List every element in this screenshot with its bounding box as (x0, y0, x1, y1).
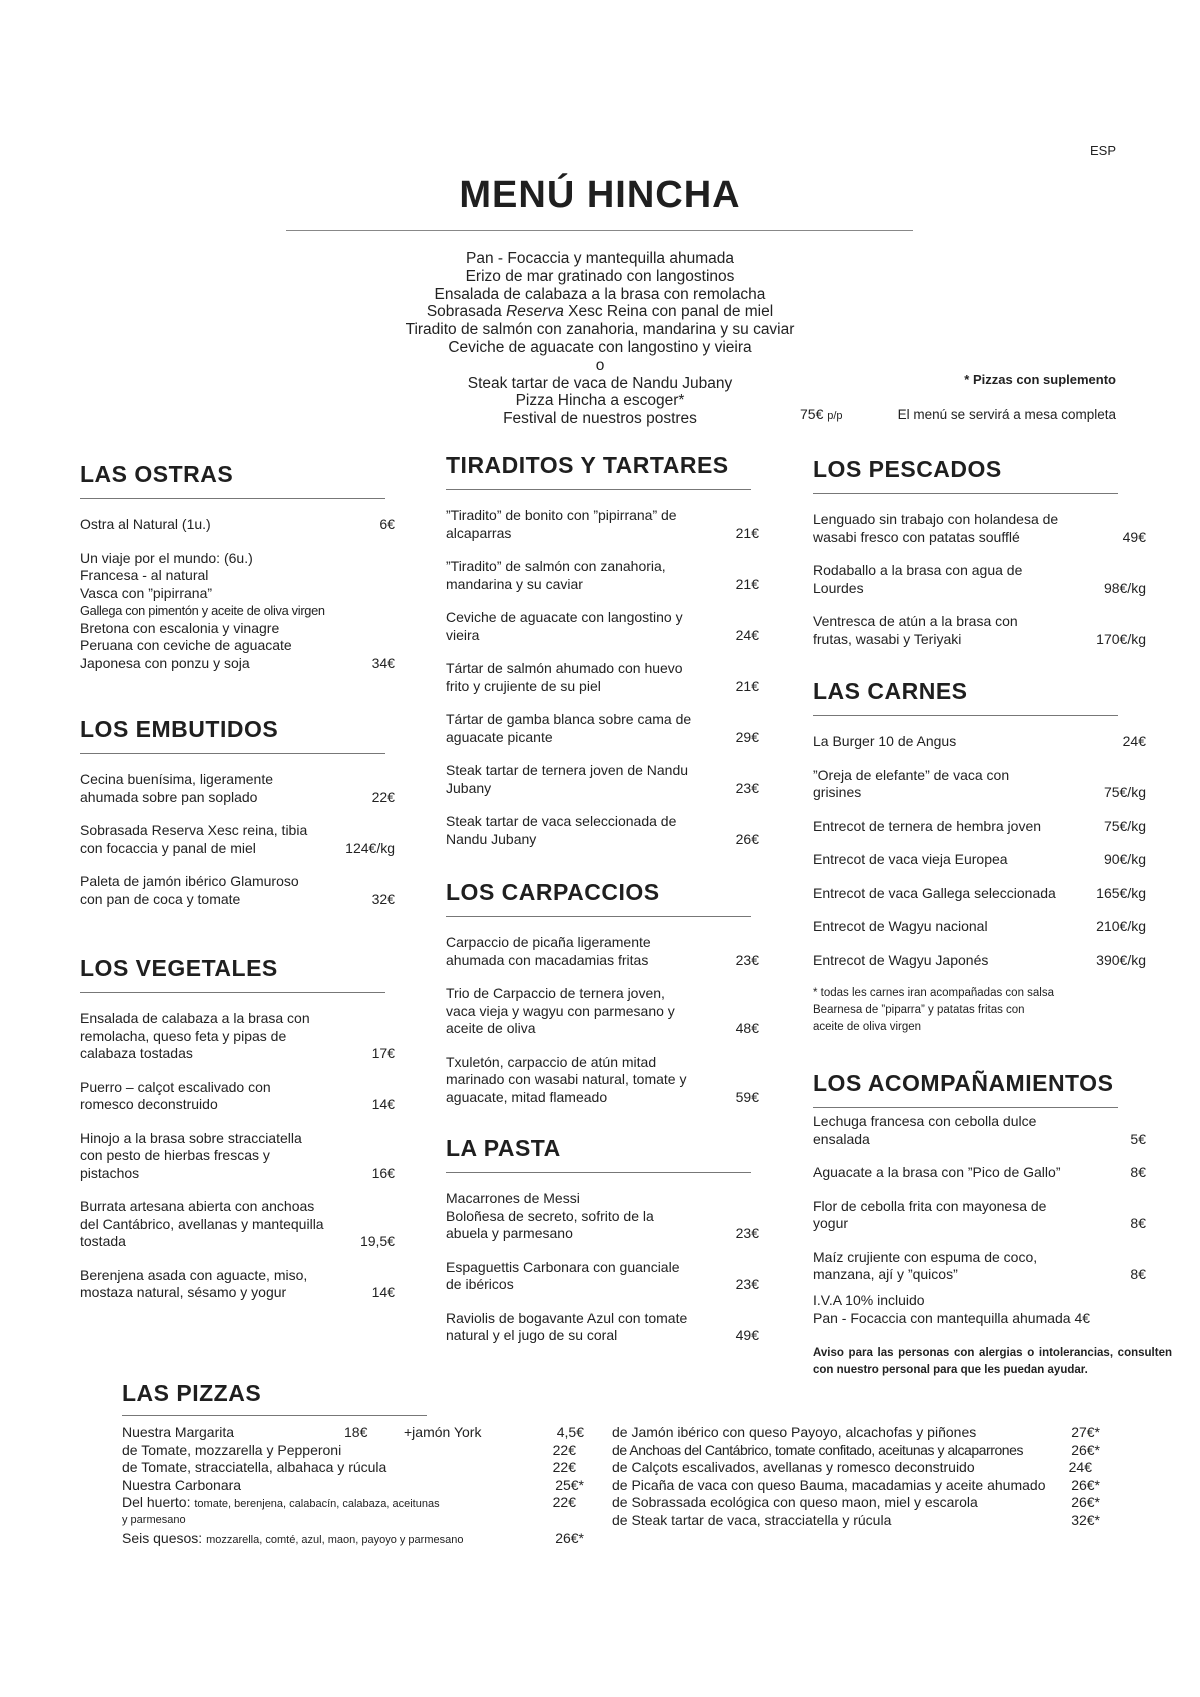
item-name: Steak tartar de ternera joven de Nandu Jubany (446, 762, 689, 796)
menu-item (813, 613, 1146, 648)
item-price: 32€ (371, 890, 395, 907)
pizza-name: de Calçots escalivados, avellanas y romesco deconstruido (612, 1459, 975, 1476)
pizza-name: Nuestra Carbonara (122, 1476, 242, 1493)
item-price: 14€ (371, 1284, 395, 1300)
item-name: Tártar de salmón ahumado con huevo frito y crujiente de su piel (446, 660, 683, 694)
section-tiraditos (446, 450, 759, 864)
pizza-price: 22€ (552, 1494, 576, 1511)
pizza-name: de Picaña de vaca con queso Bauma, macadamias y aceite ahumado (612, 1476, 1046, 1493)
menu-item (80, 550, 395, 673)
tasting-menu-line: Tiradito de salmón con zanahoria, mandarina y su caviar (405, 321, 795, 339)
menu-item (813, 918, 1146, 936)
item-name: Entrecot de Wagyu Japonés (813, 951, 989, 968)
item-price: 23€ (735, 1225, 759, 1241)
item-name: Ensalada de calabaza a la brasa con remolacha, queso feta y pipas de calabaza tostadas (80, 1010, 310, 1061)
item-list (446, 507, 759, 848)
section-heading: LAS OSTRAS (80, 461, 234, 487)
section-heading-pizzas: LAS PIZZAS (122, 1380, 262, 1406)
menu-item (446, 934, 759, 969)
pizza-price: 25€* (555, 1476, 584, 1493)
item-name (80, 550, 325, 673)
item-price: 21€ (735, 524, 759, 541)
section-heading: TIRADITOS Y TARTARES (446, 452, 729, 478)
tasting-menu-line: Festival de nuestros postres (503, 410, 697, 428)
pizza-list-right (612, 1424, 1100, 1530)
tasting-menu-line: Ensalada de calabaza a la brasa con remolacha (434, 285, 766, 303)
item-list (446, 934, 759, 1106)
section-embutidos (80, 714, 395, 924)
item-price: 75€/kg (1103, 817, 1146, 834)
item-price: 390€/kg (1096, 951, 1146, 968)
pizza-name: de Sobrassada ecológica con queso maon, miel y escarola (612, 1494, 978, 1511)
pizza-item (122, 1530, 584, 1548)
pizza-item (122, 1477, 584, 1495)
section-heading: LOS ACOMPAÑAMIENTOS (813, 1070, 1114, 1096)
item-price: 24€ (735, 626, 759, 643)
item-price: 75€/kg (1103, 784, 1146, 800)
item-name: Raviolis de bogavante Azul con tomate natural y el jugo de su coral (446, 1309, 688, 1343)
menu-item (80, 1130, 395, 1183)
pizza-price: 26€* (1071, 1494, 1100, 1511)
item-price: 19,5€ (359, 1233, 395, 1249)
pizza-item (612, 1512, 1100, 1530)
section-divider (80, 992, 385, 993)
price-unit: p/p (827, 410, 843, 422)
item-name: Entrecot de ternera de hembra joven (813, 817, 1042, 834)
item-price: 17€ (371, 1045, 395, 1061)
pizza-price: 22€ (552, 1441, 576, 1458)
menu-item (813, 1164, 1146, 1182)
item-name: ”Oreja de elefante” de vaca con grisines (813, 766, 1010, 800)
menu-item (80, 1267, 395, 1302)
line-italic: Reserva (506, 303, 564, 321)
pizza-name: Del huerto: (122, 1494, 191, 1511)
item-name: Berenjena asada con aguacte, miso, mostaza natural, sésamo y yogur (80, 1266, 308, 1300)
item-price: 90€/kg (1103, 851, 1146, 867)
language-indicator: ESP (1090, 143, 1117, 158)
item-name: Burrata artesana abierta con anchoas del Cantábrico, avellanas y mantequilla tostada (80, 1198, 324, 1249)
item-price: 49€ (1122, 528, 1146, 545)
item-name: Tártar de gamba blanca sobre cama de aguacate picante (446, 711, 692, 745)
item-name: Macarrones de Messi Boloñesa de secreto, sofrito de la abuela y parmesano (446, 1190, 654, 1241)
section-pasta (446, 1133, 759, 1361)
pizza-description: tomate, berenjena, calabacín, calabaza, aceitunas (194, 1498, 440, 1511)
item-name: Sobrasada Reserva Xesc reina, tibia con focaccia y panal de miel (80, 822, 308, 856)
menu-item (813, 511, 1146, 546)
section-ostras (80, 459, 395, 688)
section-heading: LOS EMBUTIDOS (80, 716, 279, 742)
section-heading: LAS CARNES (813, 678, 968, 704)
section-heading: LOS CARPACCIOS (446, 879, 660, 905)
menu-item (446, 1190, 759, 1243)
menu-item (446, 711, 759, 746)
item-name: ”Tiradito” de salmón con zanahoria, mandarina y su caviar (446, 558, 666, 592)
tasting-menu-line: Steak tartar de vaca de Nandu Jubany (467, 374, 733, 392)
price-value: 75€ (800, 406, 824, 422)
tasting-menu-line (300, 303, 900, 321)
item-name: Ostra al Natural (1u.) (80, 516, 211, 532)
section-heading: LA PASTA (446, 1135, 561, 1161)
pizza-price: 18€ (344, 1424, 368, 1440)
menu-item (446, 1054, 759, 1107)
menu-item (813, 562, 1146, 597)
item-price: 21€ (735, 575, 759, 592)
item-name-part: Bretona con escalonia y vinagre Peruana con ceviche de aguacate Japonesa con ponzu y soja (80, 619, 292, 671)
section-heading: LOS PESCADOS (813, 456, 1002, 482)
tasting-menu-price (800, 406, 843, 422)
pizza-name: Seis quesos: (122, 1529, 203, 1546)
item-price: 48€ (735, 1020, 759, 1036)
item-name-part: Gallega con pimentón y aceite de oliva virgen (80, 603, 325, 618)
item-name: Cecina buenísima, ligeramente ahumada sobre pan soplado (80, 771, 273, 805)
pizza-price: 32€* (1071, 1511, 1100, 1528)
title-divider (286, 230, 913, 231)
pizza-price: 26€* (1071, 1441, 1100, 1458)
pizza-price: 22€ (552, 1459, 576, 1476)
item-list (813, 733, 1146, 969)
item-price: 165€/kg (1096, 884, 1146, 901)
item-price: 16€ (371, 1164, 395, 1181)
menu-item (813, 1113, 1146, 1148)
allergy-notice: Aviso para las personas con alergias o intolerancias, consulten con nuestro personal para que les puedan ayudar. (813, 1347, 1172, 1376)
pizza-name: de Tomate, mozzarella y Pepperoni (122, 1441, 342, 1458)
item-price: 210€/kg (1096, 918, 1146, 934)
section-carnes (813, 676, 1146, 1036)
pizza-description: mozzarella, comté, azul, maon, payoyo y parmesano (206, 1533, 464, 1546)
item-name: Ventresca de atún a la brasa con frutas, wasabi y Teriyaki (813, 613, 1018, 647)
menu-item (813, 885, 1146, 903)
item-name: Flor de cebolla frita con mayonesa de yogur (813, 1197, 1047, 1231)
pizza-item (612, 1494, 1100, 1512)
line-text: Xesc Reina con panal de miel (563, 303, 774, 321)
item-name: Espaguettis Carbonara con guanciale de ibéricos (446, 1258, 680, 1292)
pizza-name: de Steak tartar de vaca, stracciatella y rúcula (612, 1511, 892, 1528)
section-carpaccios (446, 877, 759, 1122)
menu-item (813, 733, 1146, 751)
item-name: Entrecot de Wagyu nacional (813, 918, 988, 934)
menu-item (446, 1310, 759, 1345)
menu-item (80, 873, 395, 908)
section-note: * todas les carnes iran acompañadas con salsa Bearnesa de ”piparra” y patatas fritas con aceite de oliva virgen (813, 987, 1055, 1033)
section-divider (446, 1172, 751, 1173)
item-name: Rodaballo a la brasa con agua de Lourdes (813, 562, 1023, 596)
pizza-price: 27€* (1071, 1424, 1100, 1440)
item-price: 23€ (735, 951, 759, 968)
item-name: La Burger 10 de Angus (813, 733, 957, 749)
tasting-menu-line: Erizo de mar gratinado con langostinos (465, 267, 735, 285)
item-name: Maíz crujiente con espuma de coco, manzana, ají y ”quicos” (813, 1248, 1038, 1282)
pizza-price: 26€* (1071, 1476, 1100, 1493)
pizza-item (612, 1424, 1100, 1442)
menu-item (80, 1198, 395, 1251)
pizza-price: 26€* (555, 1529, 584, 1546)
section-divider (446, 489, 751, 490)
extras-note: I.V.A 10% incluido Pan - Focaccia con mantequilla ahumada 4€ (813, 1292, 1091, 1326)
pizza-item (122, 1442, 584, 1460)
menu-item (80, 1079, 395, 1114)
item-price: 8€ (1130, 1164, 1146, 1180)
section-divider (446, 916, 751, 917)
pizza-name: de Tomate, stracciatella, albahaca y rúcula (122, 1459, 387, 1476)
item-list (80, 771, 395, 908)
tasting-menu-line: Pan - Focaccia y mantequilla ahumada (466, 250, 734, 267)
item-name: Lenguado sin trabajo con holandesa de wasabi fresco con patatas soufflé (813, 511, 1059, 545)
tasting-menu-line: o (595, 356, 605, 374)
section-divider (813, 715, 1118, 716)
item-name: Paleta de jamón ibérico Glamuroso con pan de coca y tomate (80, 873, 299, 907)
menu-item (446, 609, 759, 644)
item-name: Carpaccio de picaña ligeramente ahumada con macadamias fritas (446, 934, 651, 968)
item-list (80, 516, 395, 672)
item-list (813, 511, 1146, 648)
section-pescados (813, 454, 1146, 664)
item-price: 21€ (735, 677, 759, 694)
item-name: Puerro – calçot escalivado con romesco deconstruido (80, 1078, 271, 1112)
pizza-extra: +jamón York (404, 1424, 482, 1440)
page-title: MENÚ HINCHA (459, 174, 741, 216)
pizza-name: de Jamón ibérico con queso Payoyo, alcachofas y piñones (612, 1424, 977, 1440)
pizza-item (612, 1477, 1100, 1495)
menu-item (813, 818, 1146, 836)
item-name: Txuletón, carpaccio de atún mitad marinado con wasabi natural, tomate y aguacate, mitad flameado (446, 1053, 687, 1105)
pizza-supplement-note: * Pizzas con suplemento (964, 372, 1116, 387)
pizza-item (122, 1424, 584, 1442)
section-vegetales (80, 953, 395, 1318)
item-price: 170€/kg (1096, 630, 1146, 647)
item-price: 34€ (371, 654, 395, 671)
item-price: 6€ (379, 516, 395, 532)
menu-item (446, 558, 759, 593)
item-price: 26€ (735, 830, 759, 847)
item-name: Steak tartar de vaca seleccionada de Nandu Jubany (446, 813, 677, 847)
item-name: Entrecot de vaca vieja Europea (813, 851, 1008, 867)
item-name-part: Un viaje por el mundo: (6u.) Francesa - al natural Vasca con ”pipirrana” (80, 549, 253, 601)
tasting-menu (300, 250, 900, 428)
item-price: 5€ (1130, 1130, 1146, 1147)
section-divider (122, 1415, 427, 1416)
menu-item (446, 985, 759, 1038)
item-price: 8€ (1130, 1215, 1146, 1231)
tasting-menu-line: Ceviche de aguacate con langostino y vieira (448, 338, 752, 356)
pizza-price: 24€ (1068, 1459, 1092, 1476)
item-name: Hinojo a la brasa sobre stracciatella con pesto de hierbas frescas y pistachos (80, 1129, 302, 1181)
item-price: 98€/kg (1103, 579, 1146, 596)
menu-item (80, 516, 395, 534)
item-price: 22€ (371, 788, 395, 805)
pizza-list-left (122, 1424, 584, 1547)
item-name: Ceviche de aguacate con langostino y vieira (446, 609, 683, 643)
item-price: 23€ (735, 1276, 759, 1292)
item-price: 59€ (735, 1088, 759, 1105)
pizza-description-cont: y parmesano (122, 1513, 186, 1526)
pizza-extra-price: 4,5€ (556, 1424, 584, 1440)
menu-item (446, 813, 759, 848)
item-list (446, 1190, 759, 1345)
tasting-menu-line: Pizza Hincha a escoger* (515, 392, 685, 410)
menu-item (446, 507, 759, 542)
full-table-note: El menú se servirá a mesa completa (897, 407, 1116, 422)
item-name: ”Tiradito” de bonito con ”pipirrana” de alcaparras (446, 507, 677, 541)
menu-item (813, 1249, 1146, 1284)
section-divider (80, 498, 385, 499)
menu-item (813, 1198, 1146, 1233)
section-heading: LOS VEGETALES (80, 955, 278, 981)
menu-item (446, 1259, 759, 1294)
item-list (813, 1113, 1146, 1284)
pizza-item (122, 1459, 584, 1477)
menu-item (446, 762, 759, 797)
menu-item (80, 771, 395, 806)
menu-item (446, 660, 759, 695)
item-name: Trio de Carpaccio de ternera joven, vaca vieja y wagyu con parmesano y aceite de oliva (446, 985, 675, 1036)
pizza-item (612, 1459, 1100, 1477)
item-price: 29€ (735, 728, 759, 745)
menu-item (813, 851, 1146, 869)
item-name: Lechuga francesa con cebolla dulce ensalada (813, 1113, 1037, 1147)
item-price: 8€ (1130, 1266, 1146, 1282)
item-price: 24€ (1122, 733, 1146, 749)
menu-item (813, 767, 1146, 802)
item-name: Aguacate a la brasa con ”Pico de Gallo” (813, 1164, 1061, 1180)
item-price: 23€ (735, 779, 759, 796)
section-divider (80, 753, 385, 754)
item-price: 49€ (735, 1327, 759, 1343)
item-price: 14€ (371, 1096, 395, 1112)
menu-item (813, 952, 1146, 970)
line-text: Sobrasada (426, 303, 507, 321)
pizza-item (612, 1442, 1100, 1460)
menu-item (80, 822, 395, 857)
section-acompanamientos (813, 1068, 1146, 1300)
pizza-name: de Anchoas del Cantábrico, tomate confitado, aceitunas y alcaparrones (612, 1441, 1024, 1458)
pizza-item (122, 1494, 584, 1512)
section-divider (813, 1107, 1118, 1108)
item-list (80, 1010, 395, 1302)
section-divider (813, 493, 1118, 494)
item-name: Entrecot de vaca Gallega seleccionada (813, 884, 1056, 901)
pizza-name: Nuestra Margarita (122, 1424, 235, 1440)
menu-item (80, 1010, 395, 1063)
item-price: 124€/kg (345, 839, 395, 856)
